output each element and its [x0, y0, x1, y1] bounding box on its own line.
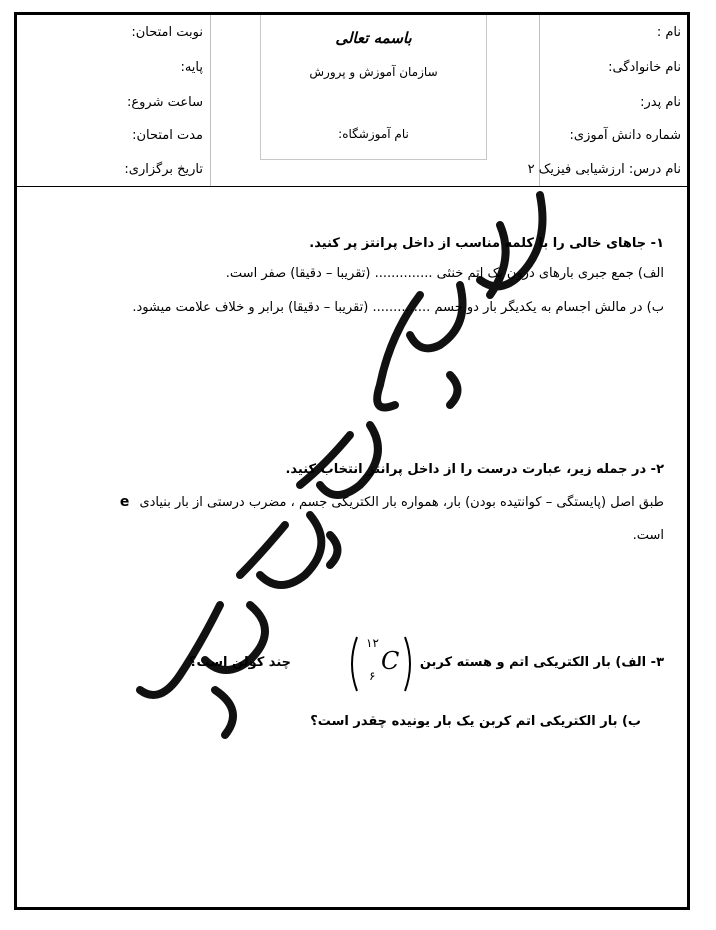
header-center-box — [260, 15, 487, 160]
student-name-label: نام : — [656, 25, 681, 40]
grade-label: پایه: — [180, 60, 203, 75]
atomic-number: ۶ — [369, 669, 376, 683]
header-title: باسمه تعالی — [335, 29, 412, 47]
header-bottom-rule — [17, 186, 687, 187]
course-name-label: نام درس: ارزشیابی فیزیک ۲ — [527, 162, 681, 177]
question-2-title: ۲- در جمله زیر، عبارت درست را از داخل پرانتز انتخاب کنید. — [285, 462, 664, 477]
question-3-part-a-start: ۳- الف) بار الکتریکی اتم و هسته کربن — [419, 655, 664, 670]
elementary-charge-symbol: e — [119, 494, 130, 510]
question-1-part-a: الف) جمع جبری بارهای درون یک اتم خنثی .............. (تقریبا – دقیقا) صفر است. — [225, 266, 664, 281]
element-symbol: C — [381, 647, 400, 675]
question-3-part-b: ب) بار الکتریکی اتم کربن یک بار یونیده چقدر است؟ — [310, 714, 641, 729]
exam-shift-label: نوبت امتحان: — [131, 25, 203, 40]
exam-header — [17, 15, 687, 187]
ministry-label: سازمان آموزش و پرورش — [309, 65, 438, 79]
father-name-label: نام پدر: — [640, 95, 681, 110]
student-number-label: شماره دانش آموزی: — [569, 128, 681, 143]
exam-date-label: تاریخ برگزاری: — [124, 162, 203, 177]
mass-number: ۱۲ — [366, 636, 379, 650]
question-2-line-1-text: طبق اصل (پایستگی – کوانتیده بودن) بار، همواره بار الکتریکی جسم ، مضرب درستی از بار بنیادی — [139, 495, 664, 510]
question-2-line-2: است. — [632, 528, 664, 543]
family-name-label: نام خانوادگی: — [608, 60, 681, 75]
exam-duration-label: مدت امتحان: — [132, 128, 203, 143]
question-1-part-b: ب) در مالش اجسام به یکدیگر بار دو جسم .............. (تقریبا – دقیقا) برابر و خلاف علامت میشود. — [132, 300, 664, 315]
school-name-label: نام آموزشگاه: — [338, 127, 409, 141]
start-time-label: ساعت شروع: — [127, 95, 203, 110]
header-left-divider — [210, 15, 211, 187]
question-2-line-1 — [120, 494, 664, 510]
carbon-nuclide-formula — [345, 633, 417, 695]
question-3-part-a-end: چند کولن است؟ — [188, 655, 291, 670]
question-1-title: ۱- جاهای خالی را با کلمه مناسب از داخل پرانتز پر کنید. — [309, 236, 664, 251]
